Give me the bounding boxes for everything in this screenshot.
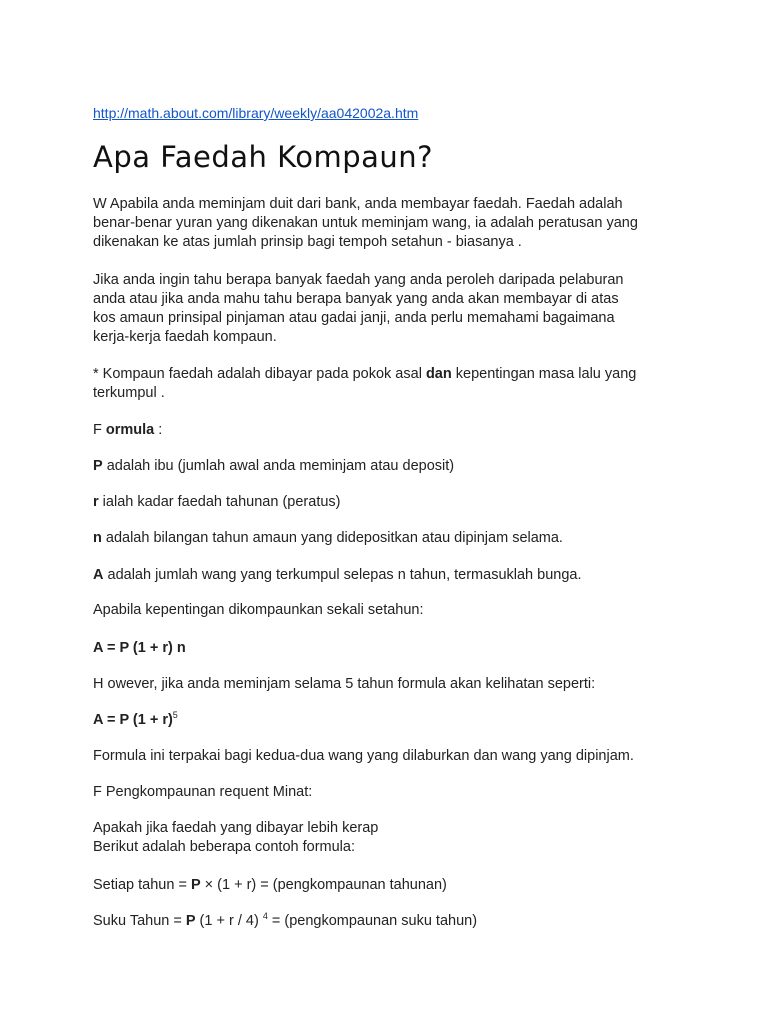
annual-compounding-text: Apabila kepentingan dikompaunkan sekali setahun: bbox=[93, 602, 424, 618]
text-segment: = (pengkompaunan suku tahun) bbox=[267, 913, 478, 929]
frequent-intro-line: Apakah jika faedah yang dibayar lebih kerap bbox=[93, 820, 379, 836]
definition-text: adalah jumlah wang yang terkumpul selepas n tahun, termasuklah bunga. bbox=[103, 567, 582, 583]
explanation-line: Jika anda ingin tahu berapa banyak faedah yang anda peroleh daripada pelaburan bbox=[93, 272, 624, 288]
intro-line: benar-benar yuran yang dikenakan untuk meminjam wang, ia adalah peratusan yang bbox=[93, 215, 638, 231]
variable-term: n bbox=[93, 530, 102, 546]
formula-yearly bbox=[93, 876, 693, 895]
text-segment: Setiap tahun = bbox=[93, 877, 191, 893]
however-text: H owever, jika anda meminjam selama 5 tahun formula akan kelihatan seperti: bbox=[93, 676, 596, 692]
explanation-paragraph bbox=[93, 271, 693, 347]
explanation-line: kos amaun prinsipal pinjaman atau gadai janji, anda perlu memahami bagaimana bbox=[93, 310, 615, 326]
compound-definition-line: terkumpul . bbox=[93, 385, 165, 401]
intro-paragraph bbox=[93, 195, 693, 252]
frequent-intro-line: Berikut adalah beberapa contoh formula: bbox=[93, 839, 355, 855]
formula-quarterly bbox=[93, 912, 693, 931]
variable-term: A bbox=[93, 567, 104, 583]
text-segment: * Kompaun faedah adalah dibayar pada pokok asal bbox=[93, 366, 426, 382]
definition-p bbox=[93, 457, 693, 476]
compound-definition-paragraph bbox=[93, 365, 693, 403]
text-segment: : bbox=[154, 422, 163, 438]
text-segment: (1 + r / 4) bbox=[195, 913, 263, 929]
page-title: Apa Faedah Kompaun? bbox=[93, 140, 434, 174]
variable-term: r bbox=[93, 494, 99, 510]
variable-term: P bbox=[93, 458, 103, 474]
definition-text: adalah bilangan tahun amaun yang didepositkan atau dipinjam selama. bbox=[101, 530, 563, 546]
definition-r bbox=[93, 493, 693, 512]
compound-definition-line bbox=[93, 365, 693, 384]
text-segment: F bbox=[93, 422, 106, 438]
text-segment: kepentingan masa lalu yang bbox=[451, 366, 637, 382]
usage-text: Formula ini terpakai bagi kedua-dua wang yang dilaburkan dan wang yang dipinjam. bbox=[93, 748, 634, 764]
source-link[interactable]: http://math.about.com/library/weekly/aa042002a.htm bbox=[93, 105, 419, 121]
intro-line: dikenakan ke atas jumlah prinsip bagi tempoh setahun - biasanya . bbox=[93, 234, 522, 250]
formula-exponent: 5 bbox=[172, 710, 178, 720]
explanation-line: kerja-kerja faedah kompaun. bbox=[93, 329, 277, 345]
definition-n bbox=[93, 529, 693, 548]
formula-annual bbox=[93, 639, 693, 658]
text-segment: Suku Tahun = bbox=[93, 913, 186, 929]
frequent-compounding-heading: F Pengkompaunan requent Minat: bbox=[93, 784, 313, 800]
intro-line: W Apabila anda meminjam duit dari bank, anda membayar faedah. Faedah adalah bbox=[93, 196, 623, 212]
text-segment: × (1 + r) = (pengkompaunan tahunan) bbox=[200, 877, 447, 893]
formula-five-years bbox=[93, 711, 693, 730]
bold-term: dan bbox=[425, 366, 452, 382]
definition-a bbox=[93, 566, 693, 585]
formula-heading bbox=[93, 421, 693, 440]
formula-text: A = P (1 + r) n bbox=[93, 640, 186, 656]
bold-term: ormula bbox=[105, 422, 155, 438]
explanation-line: anda atau jika anda mahu tahu berapa banyak yang anda akan membayar di atas bbox=[93, 291, 619, 307]
variable-term: P bbox=[190, 877, 201, 893]
frequent-intro-paragraph bbox=[93, 819, 693, 857]
variable-term: P bbox=[185, 913, 196, 929]
formula-exponent: 4 bbox=[262, 911, 268, 921]
formula-text: A = P (1 + r) bbox=[93, 712, 173, 728]
definition-text: ialah kadar faedah tahunan (peratus) bbox=[98, 494, 341, 510]
definition-text: adalah ibu (jumlah awal anda meminjam atau deposit) bbox=[102, 458, 455, 474]
